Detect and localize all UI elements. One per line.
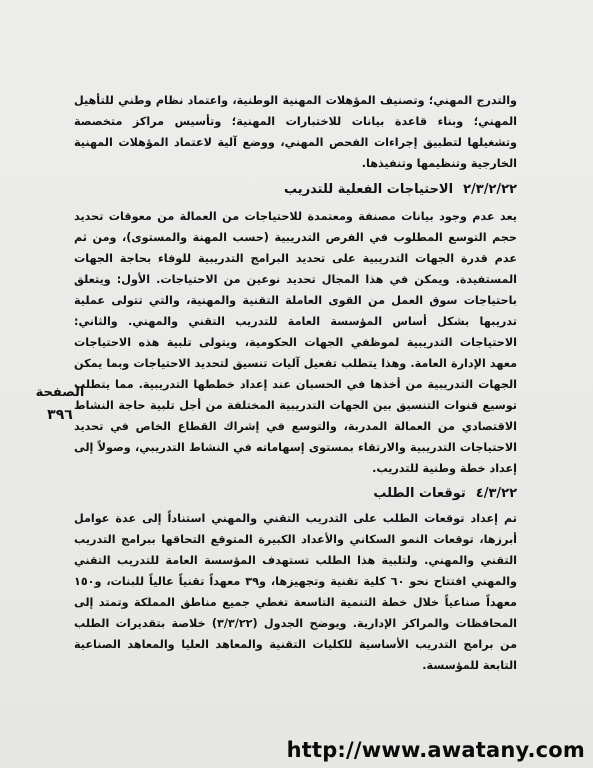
intro-paragraph: والتدرج المهني؛ وتصنيف المؤهلات المهنية الوطنية، واعتماد نظام وطني للتأهيل المهني؛ وبناء قاعدة بيانات للاختبارات المهنية؛ وتأسيس مراكز متخصصة وتشغيلها لتطبيق إجراءات الفحص المهني، ووضع آلية لاعتماد المؤهلات المهنية الخارجية وتنظيمها وتنفيذها.	[74, 94, 517, 170]
section-number: ٢/٣/٢/٢٢	[463, 182, 517, 197]
page-number-note	[30, 382, 90, 426]
page-number: ٣٩٦	[47, 407, 73, 423]
section-title: الاحتياجات الفعلية للتدريب	[284, 182, 454, 197]
footer-url-watermark: http://www.awatany.com	[286, 738, 585, 762]
section-heading	[74, 180, 517, 200]
section-paragraph: تم إعداد توقعات الطلب على التدريب التقني والمهني استناداً إلى عدة عوامل أبرزها، توقعات النمو السكاني والأعداد الكبيرة المتوقع التحاقها ببرامج التدريب التقني والمهني. ولتلبية هذا الطلب تستهدف المؤسسة العامة للتدريب التقني والمهني افتتاح نحو ٦٠ كلية تقنية وتجهيزها، و٣٩ معهداً تقنياً عالياً للبنات، و١٥٠ معهداً صناعياً خلال خطة التنمية التاسعة تغطي جميع مناطق المملكة وتمتد إلى المحافظات والمراكز الإدارية. ويوضح الجدول (٣/٣/٢٢) خلاصة بتقديرات الطلب من برامج التدريب الأساسية للكليات التقنية والمعاهد العليا والمعاهد الصناعية التابعة للمؤسسة.	[74, 512, 518, 672]
section-body-demand-forecast	[74, 508, 517, 676]
page-label: الصفحة	[35, 385, 85, 400]
section-paragraph: يعد عدم وجود بيانات مصنفة ومعتمدة للاحتياجات من العمالة من معوقات تحديد حجم التوسع المطلوب في الفرص التدريبية (حسب المهنة والمستوى)، ومن ثم عدم قدرة الجهات التدريبية على تحديد البرامج التدريبية للوفاء بحاجة الجهات المستفيدة. ويمكن في هذا المجال تحديد نوعين من الاحتياجات. الأول: ويتعلق باحتياجات سوق العمل من القوى العاملة التقنية والمهنية، والتي تتولى عملية تدريبها بشكل أساس المؤسسة العامة للتدريب التقني والمهني. والثاني: الاحتياجات التدريبية لموظفي الجهات الحكومية، ويتولى تلبية هذه الاحتياجات معهد الإدارة العامة. وهذا يتطلب تفعيل آليات تنسيق لتحديد الاحتياجات وبما يمكن الجهات التدريبية من أخذها في الحسبان عند إعداد خططها التدريبية. مما يتطلب توسيع قنوات التنسيق بين الجهات التدريبية المختلفة من أجل تلبية حاجة النشاط الاقتصادي من العمالة المدربة، والتوسع في إشراك القطاع الخاص في تحديد الاحتياجات التدريبية والارتقاء بمستوى إسهاماته في النشاط التدريبي، وصولاً إلى إعداد خطة وطنية للتدريب.	[74, 210, 517, 475]
section-number: ٤/٣/٢٢	[475, 486, 517, 501]
section-body-training-needs	[74, 206, 517, 479]
section-heading-demand-forecast	[74, 484, 517, 504]
intro-block	[74, 90, 517, 174]
section-heading	[74, 484, 517, 504]
section-title: توقعات الطلب	[373, 486, 466, 501]
section-heading-training-needs	[74, 180, 517, 200]
